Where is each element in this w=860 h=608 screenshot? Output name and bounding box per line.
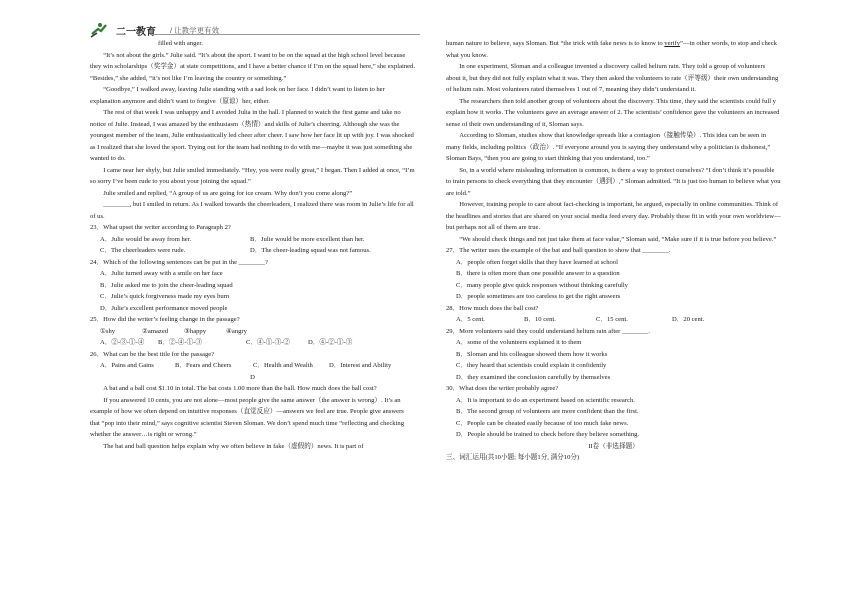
option: A．It is important to do an experiment based on scientific research. bbox=[456, 396, 635, 404]
text-span: human nature to believe, says Sloman. But “the trick with fake news is to know to bbox=[446, 40, 665, 47]
option: C．The cheerleaders were rude. bbox=[100, 247, 186, 254]
option: C．Julie’s quick forgiveness made my eyes burn bbox=[100, 293, 230, 300]
option: B．Fears and Cheers bbox=[175, 362, 232, 369]
options-row bbox=[90, 326, 415, 338]
paragraph: The researchers then told another group of volunteers about the discovery. This time, they said the scientists could full y explain how it works. The volunteers gave an average answer of 2. The scientists’ confidence gave the volunteers an increased sense of their own understanding of it, Sloman says. bbox=[446, 97, 780, 128]
question-24: 24．Which of the following sentences can be put in the ________? bbox=[90, 258, 268, 266]
option: C．④-①-③-② bbox=[246, 339, 290, 346]
paragraph: The rest of that week I was unhappy and I avoided Julia in the hall. I planned to watch the first game and take no notice of Julie. Instead, I was amazed by the enthusiasm（热情）and skills of Julie’s cheering. Although she was the youngest member of the team, Julie enthusiastically led cheer after cheer. I saw how her face lit up with joy. I was shocked as I realized that she loved the sport. Trying out for the team had nothing to do with me—maybe it was just something she wanted to do. bbox=[90, 109, 414, 162]
option: D．they examined the conclusion carefully by themselves bbox=[456, 373, 611, 381]
word-choice: ④angry bbox=[226, 327, 247, 335]
paragraph: Julie smiled and replied, “A group of us are going for ice cream. Why don’t you come along?” bbox=[103, 189, 353, 197]
question-30: 30．What does the writer probably agree? bbox=[446, 385, 559, 392]
question-28: 28．How much does the ball cost? bbox=[446, 304, 539, 312]
option: D．People should be trained to check before they believe something. bbox=[456, 431, 640, 438]
passage-label: D bbox=[250, 373, 255, 381]
option: B．Sloman and his colleague showed them how it works bbox=[456, 350, 608, 358]
logo-text: 二一教育 bbox=[116, 26, 156, 38]
option: A．people often forget skills that they have learned at school bbox=[456, 258, 618, 266]
left-column bbox=[90, 38, 415, 452]
question-29: 29．More volunteers said they could understand helium rain after ________. bbox=[446, 327, 650, 335]
option: A．Julie turned away with a smile on her face bbox=[100, 270, 223, 277]
word-choice: ①shy bbox=[100, 327, 116, 335]
page-header bbox=[90, 22, 219, 38]
paragraph: However, training people to care about fact-checking is important, he argued, especially in online communities. Think of the headlines and stories that are shared on your social media feed every day. Probably these fit in with your own worldview—but perhaps not all of them are true. bbox=[446, 201, 781, 231]
option: B．Julie would be more excellent than her. bbox=[250, 235, 365, 243]
question-27: 27．The writer uses the example of the bat and ball question to show that ________. bbox=[446, 247, 671, 254]
option: B．there is often more than one possible answer to a question bbox=[456, 270, 620, 277]
option: B．The second group of volunteers are more confident than the first. bbox=[456, 408, 639, 415]
options-row bbox=[90, 337, 415, 349]
paragraph: I came near her shyly, but Julie smiled immediately. “Hey, you were really great,” I began. Then I added at once, “I’m so sorry I’ve been rude to you about your joining the squad.” bbox=[90, 166, 415, 185]
options-row bbox=[90, 360, 415, 372]
question-26: 26．What can be the best title for the passage? bbox=[90, 350, 215, 358]
right-column bbox=[446, 38, 781, 464]
part-two-heading: II卷（非选择题） bbox=[588, 442, 639, 450]
header-rule bbox=[150, 34, 420, 35]
word-choice: ②amazed bbox=[142, 327, 169, 335]
option: B．②-④-①-③ bbox=[158, 339, 202, 346]
option: D．④-②-①-③ bbox=[308, 339, 353, 346]
paragraph: “Goodbye,” I walked away, leaving Julie standing with a sad look on her face. I didn’t want to listen to her explanation anymore and didn’t want to forgive（原谅）her, either. bbox=[90, 86, 385, 105]
option: C．People can be cheated easily because of too much fake news. bbox=[456, 419, 629, 427]
option: B．Julie asked me to join the cheer-leading squad bbox=[100, 281, 233, 289]
paragraph: So, in a world where misleading information is common, is there a way to protect ourselves? “I don’t think it’s possible to train persons to check everything that they encounter（遇到）,” Sloman admitted. “It is just too human to believe what you are told.” bbox=[446, 166, 781, 197]
paragraph: If you answered 10 cents, you are not alone—most people give the same answer（the answer is wrong）. It’s an example of how we often depend on intuitive responses（直觉反应）—answers we feel are true. People give answers that “pop into their mind,” says cognitive scientist Steven Sloman. We don’t spend much time “reflecting and checking whether the answer…is right or wrong.” bbox=[90, 396, 405, 438]
paragraph: According to Sloman, studies show that knowledge spreads like a contagion（接触传染）. This idea can be seen in many fields, including politics（政治）. “If everyone around you is saying they understand why a politician is dishonest,” Sloman Bays, “then you are going to start thinking that you understand, too.” bbox=[446, 132, 771, 162]
option: D．20 cent. bbox=[672, 316, 705, 323]
paragraph: “We should check things and not just take them at face value,” Sloman said, “Make sure if it is true before you believe.” bbox=[459, 235, 777, 243]
option: C．Health and Wealth bbox=[253, 362, 313, 369]
options-row bbox=[90, 234, 415, 246]
logo-runner-icon bbox=[90, 22, 108, 38]
text-line: filled with anger. bbox=[158, 40, 203, 47]
option: A．②-③-①-④ bbox=[100, 339, 145, 346]
option: D．The cheer-leading squad was not famous. bbox=[250, 247, 371, 254]
option: D．Julie’s excellent performance moved people bbox=[100, 304, 228, 312]
paragraph: In one experiment, Sloman and a colleague invented a discovery called helium rain. They told a group of volunteers about it, but they did not fully explain what it was. They then asked the volunteers to rate（评等级）their own understanding of helium rain. Most volunteers rated themselves 1 out of 7, meaning they didn’t understand it. bbox=[446, 63, 779, 93]
paragraph bbox=[446, 38, 781, 61]
options-row bbox=[90, 245, 415, 257]
paragraph: The bat and ball question helps explain why we often believe in fake（虚假的）news. It is part of bbox=[103, 442, 364, 450]
option: A．Julie would be away from her. bbox=[100, 235, 192, 243]
option: D．Interest and Ability bbox=[329, 362, 392, 369]
option: B．10 cent. bbox=[524, 316, 556, 323]
underlined-word: verify bbox=[664, 40, 681, 47]
option: C．they heard that scientists could explain it confidently bbox=[456, 362, 607, 369]
paragraph: “It’s not about the girls.” Julie said. “It’s about the sport. I want to be on the squad at the high school level because they win scholarships（奖学金）at state competitions, and I have a better chance if I’m on the squad here,” she explained. “Besides,” she added, “it’s not like I’m leaving the country or something.” bbox=[90, 51, 416, 82]
paragraph: A bat and a ball cost $1.10 in total. The bat costs 1.00 more than the ball. How much does the ball cost? bbox=[103, 385, 377, 392]
options-row bbox=[446, 314, 781, 326]
question-25: 25．How did the writer’s feeling change in the passage? bbox=[90, 316, 240, 323]
slogan-text: 让教学更有效 bbox=[174, 25, 220, 35]
question-23: 23．What upset the writer according to Paragraph 2? bbox=[90, 224, 231, 231]
option: A．some of the volunteers explained it to them bbox=[456, 339, 582, 346]
option: C．15 cent. bbox=[596, 316, 628, 323]
header-slogan: / 让教学更有效 bbox=[170, 25, 220, 35]
word-choice: ③happy bbox=[184, 327, 207, 335]
text-span: ”—in other words, to stop and check what you know. bbox=[446, 40, 777, 59]
option: A．5 cent. bbox=[456, 316, 485, 323]
option: A．Pains and Gains bbox=[100, 362, 154, 369]
option: C．many people give quick responses without thinking carefully bbox=[456, 281, 628, 289]
section-three-heading: 三、词汇运用(共10小题; 每小题1分, 满分10分) bbox=[446, 454, 580, 461]
paragraph: ________, but I smiled in return. As I walked towards the cheerleaders, I realized there was room in Julie’s life for all of us. bbox=[90, 201, 414, 220]
option: D．people sometimes are too careless to get the right answers bbox=[456, 293, 621, 300]
